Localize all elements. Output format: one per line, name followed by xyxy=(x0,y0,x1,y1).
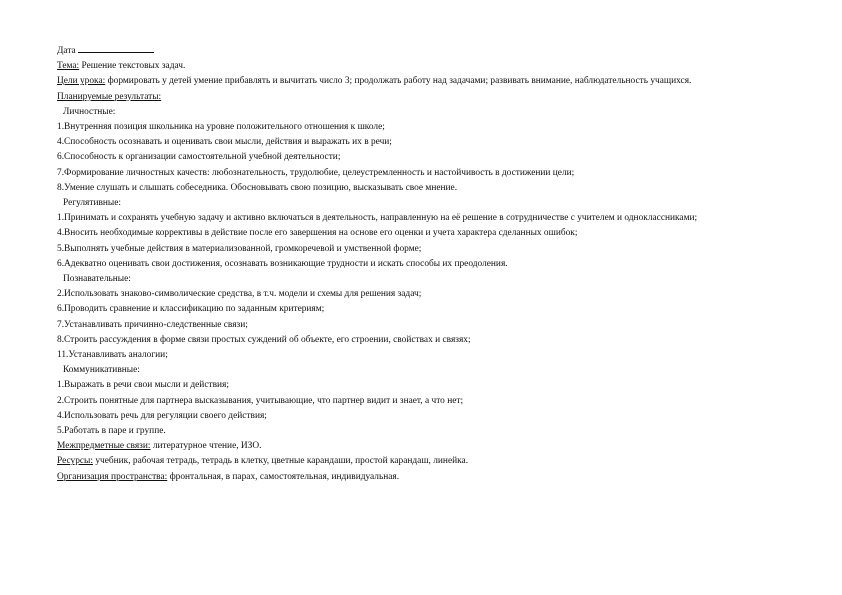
cognitive-item: 2.Использовать знаково-символические средства, в т.ч. модели и схемы для решения задач; xyxy=(57,289,422,300)
cognitive-item: 8.Строить рассуждения в форме связи простых суждений об объекте, его строении, свойствах и связях; xyxy=(57,334,471,345)
space-organization-label: Организация пространства: xyxy=(57,471,168,482)
personal-item: 6.Способность к организации самостоятельной учебной деятельности; xyxy=(57,152,341,163)
cognitive-item: 6.Проводить сравнение и классификацию по заданным критериям; xyxy=(57,304,325,315)
lesson-plan-document xyxy=(57,43,787,485)
goals-paragraph xyxy=(57,74,787,89)
date-blank xyxy=(78,43,154,53)
interdisciplinary-line xyxy=(57,439,787,454)
communicative-heading: Коммуникативные: xyxy=(63,365,140,376)
date-label: Дата xyxy=(57,46,76,56)
personal-item: 4.Способность осознавать и оценивать свои мысли, действия и выражать их в речи; xyxy=(57,137,392,148)
communicative-item: 1.Выражать в речи свои мысли и действия; xyxy=(57,380,229,391)
date-line xyxy=(57,43,787,59)
interdisciplinary-label: Межпредметные связи: xyxy=(57,441,151,452)
personal-heading: Личностные: xyxy=(63,106,116,117)
cognitive-item: 11.Устанавливать аналогии; xyxy=(57,350,168,361)
cognitive-item: 7.Устанавливать причинно-следственные связи; xyxy=(57,319,248,330)
planned-results-label: Планируемые результаты: xyxy=(57,91,162,102)
interdisciplinary-value: литературное чтение, ИЗО. xyxy=(150,441,262,452)
goals-label: Цели урока: xyxy=(57,76,106,87)
regulatory-item: 5.Выполнять учебные действия в материализованной, громкоречевой и умственной форме; xyxy=(57,243,422,254)
resources-value: учебник, рабочая тетрадь, тетрадь в клетку, цветные карандаши, простой карандаш, линейка. xyxy=(92,456,469,467)
regulatory-item: 4.Вносить необходимые коррективы в действие после его завершения на основе его оценки и учета характера сделанных ошибок; xyxy=(57,228,578,239)
communicative-item: 2.Строить понятные для партнера высказывания, учитывающие, что партнер видит и знает, а что нет; xyxy=(57,395,464,406)
personal-item: 8.Умение слушать и слышать собеседника. Обосновывать свою позицию, высказывать свое мнение. xyxy=(57,182,458,193)
space-organization-value: фронтальная, в парах, самостоятельная, индивидуальная. xyxy=(167,471,400,482)
resources-label: Ресурсы: xyxy=(57,456,93,467)
topic-value: Решение текстовых задач. xyxy=(79,61,186,72)
goals-value: формировать у детей умение прибавлять и вычитать число 3; продолжать работу над задачами; развивать внимание, наблюдательность учащихся. xyxy=(105,76,692,87)
regulatory-heading: Регулятивные: xyxy=(63,198,121,209)
cognitive-heading: Познавательные: xyxy=(63,274,131,285)
topic-label: Тема: xyxy=(57,61,80,72)
space-organization-line xyxy=(57,470,787,485)
communicative-item: 5.Работать в паре и группе. xyxy=(57,426,166,437)
topic-line xyxy=(57,59,787,74)
planned-results-line xyxy=(57,90,787,105)
regulatory-item: 1.Принимать и сохранять учебную задачу и активно включаться в деятельность, направленную на её решение в сотрудничестве с учителем и одноклассниками; xyxy=(57,213,698,224)
personal-item: 1.Внутренняя позиция школьника на уровне положительного отношения к школе; xyxy=(57,122,385,133)
personal-item: 7.Формирование личностных качеств: любознательность, трудолюбие, целеустремленность и настойчивость в достижении цели; xyxy=(57,167,575,178)
resources-line xyxy=(57,454,787,469)
regulatory-item: 6.Адекватно оценивать свои достижения, осознавать возникающие трудности и искать способы их преодоления. xyxy=(57,258,508,269)
communicative-item: 4.Использовать речь для регуляции своего действия; xyxy=(57,410,267,421)
